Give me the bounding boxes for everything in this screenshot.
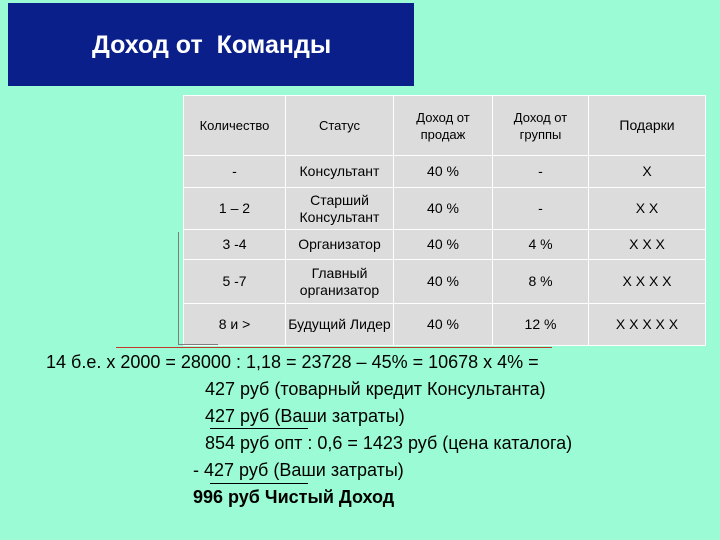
- calc-line-4: 854 руб опт : 0,6 = 1423 руб (цена каталога): [205, 433, 573, 453]
- title-banner: [8, 3, 414, 86]
- title-part-2: Команды: [216, 31, 332, 59]
- red-divider-line: [116, 347, 552, 348]
- cell-gifts: Х Х Х: [589, 230, 706, 260]
- cell-quantity: 1 – 2: [184, 188, 286, 230]
- income-table: [183, 95, 705, 345]
- cell-quantity: 3 -4: [184, 230, 286, 260]
- table-row: [184, 156, 706, 188]
- connector-line-vertical: [178, 232, 179, 344]
- cell-sales-income: 40 %: [394, 230, 493, 260]
- cell-group-income: 4 %: [493, 230, 589, 260]
- underline-1: [210, 428, 308, 429]
- cell-gifts: Х Х Х Х Х: [589, 304, 706, 346]
- cell-gifts: Х Х Х Х: [589, 260, 706, 304]
- cell-gifts: Х: [589, 156, 706, 188]
- cell-quantity: -: [184, 156, 286, 188]
- cell-status: Будущий Лидер: [286, 304, 394, 346]
- cell-group-income: -: [493, 188, 589, 230]
- cell-status: Старший Консультант: [286, 188, 394, 230]
- connector-line-horizontal: [178, 344, 218, 345]
- cell-group-income: 8 %: [493, 260, 589, 304]
- cell-group-income: -: [493, 156, 589, 188]
- calc-line-3: 427 руб (Ваши затраты): [205, 406, 405, 426]
- cell-status: Организатор: [286, 230, 394, 260]
- header-group-income: Доход от группы: [493, 96, 589, 156]
- cell-status: Консультант: [286, 156, 394, 188]
- header-quantity: Количество: [184, 96, 286, 156]
- calc-line-6: 996 руб Чистый Доход: [193, 487, 395, 507]
- cell-sales-income: 40 %: [394, 260, 493, 304]
- cell-gifts: Х Х: [589, 188, 706, 230]
- page-title: [92, 31, 331, 60]
- header-gifts: Подарки: [589, 96, 706, 156]
- table-row: [184, 230, 706, 260]
- cell-group-income: 12 %: [493, 304, 589, 346]
- cell-sales-income: 40 %: [394, 156, 493, 188]
- table-header-row: [184, 96, 706, 156]
- table-row: [184, 260, 706, 304]
- cell-sales-income: 40 %: [394, 304, 493, 346]
- cell-status: Главный организатор: [286, 260, 394, 304]
- title-part-1: Доход от: [92, 31, 203, 59]
- calc-line-5: - 427 руб (Ваши затраты): [193, 460, 404, 480]
- header-status: Статус: [286, 96, 394, 156]
- underline-2: [210, 483, 308, 484]
- cell-quantity: 8 и >: [184, 304, 286, 346]
- header-sales-income: Доход от продаж: [394, 96, 493, 156]
- calc-line-1: 14 б.е. х 2000 = 28000 : 1,18 = 23728 – 45% = 10678 х 4% =: [46, 352, 539, 372]
- table-row: [184, 188, 706, 230]
- calc-line-2: 427 руб (товарный кредит Консультанта): [205, 379, 546, 399]
- cell-sales-income: 40 %: [394, 188, 493, 230]
- cell-quantity: 5 -7: [184, 260, 286, 304]
- table-row: [184, 304, 706, 346]
